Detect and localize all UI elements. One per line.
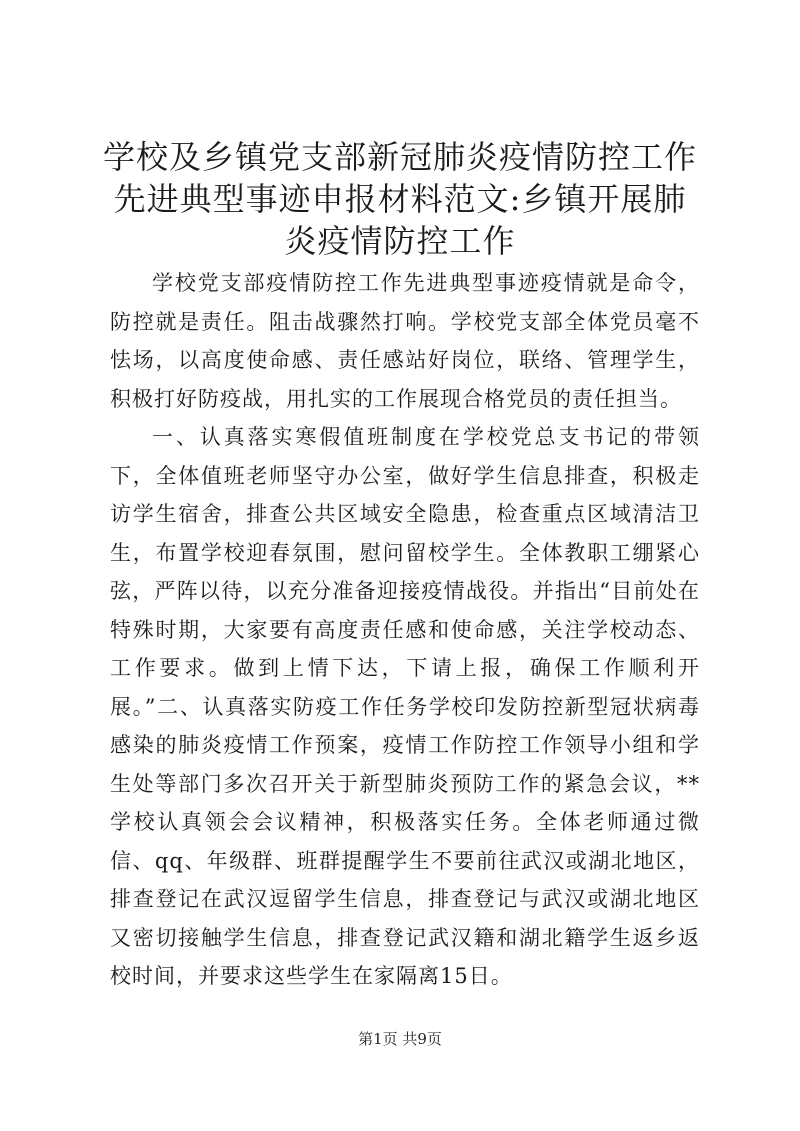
- paragraph-intro: 学校党支部疫情防控工作先进典型事迹疫情就是命令，防控就是责任。阻击战骤然打响。学校党支部全体党员毫不怯场，以高度使命感、责任感站好岗位，联络、管理学生，积极打好防疫战，用扎实的工作展现合格党员的责任担当。: [110, 271, 700, 411]
- page-footer: 第1页 共9页: [358, 1030, 442, 1048]
- document-title: 学校及乡镇党支部新冠肺炎疫情防控工作先进典型事迹申报材料范文:乡镇开展肺炎疫情防控工作: [102, 138, 697, 260]
- paragraph-measures: 一、认真落实寒假值班制度在学校党总支书记的带领下，全体值班老师坚守办公室，做好学生信息排查，积极走访学生宿舍，排查公共区域安全隐患，检查重点区域清洁卫生，布置学校迎春氛围，慰问留校学生。全体教职工绷紧心弦，严阵以待，以充分准备迎接疫情战役。并指出“目前处在特殊时期，大家要有高度责任感和使命感，关注学校动态、工作要求。做到上情下达，下请上报，确保工作顺利开展。”二、认真落实防疫工作任务学校印发防控新型冠状病毒感染的肺炎疫情工作预案，疫情工作防控工作领导小组和学生处等部门多次召开关于新型肺炎预防工作的紧急会议，**学校认真领会会议精神，积极落实任务。全体老师通过微信、qq、年级群、班群提醒学生不要前往武汉或湖北地区，排查登记在武汉逗留学生信息，排查登记与武汉或湖北地区又密切接触学生信息，排查登记武汉籍和湖北籍学生返乡返校时间，并要求这些学生在家隔离15日。: [110, 425, 700, 988]
- document-body: [110, 264, 700, 996]
